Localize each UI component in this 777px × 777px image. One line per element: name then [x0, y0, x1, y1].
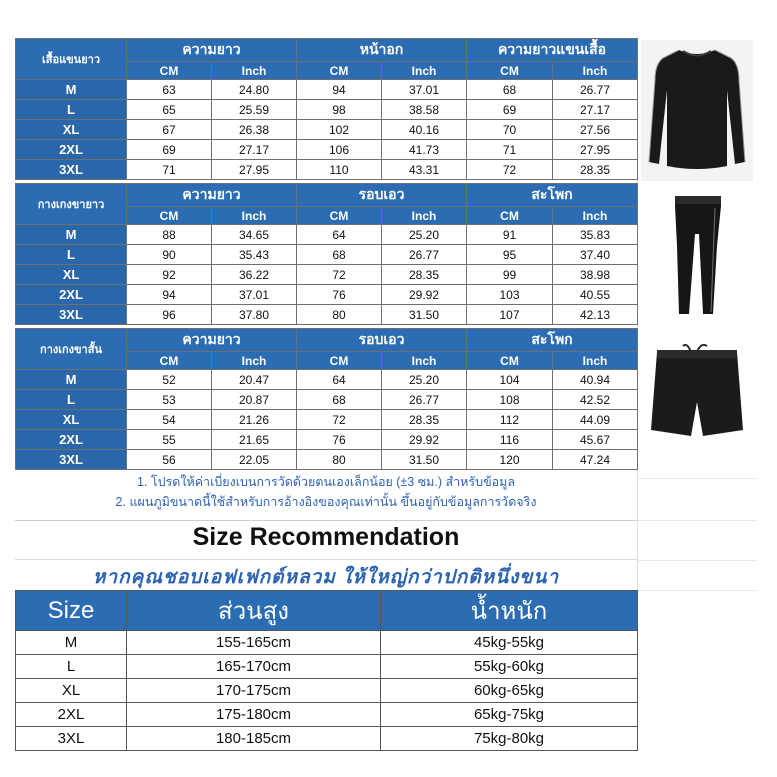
- value-cell: 27.95: [553, 140, 638, 160]
- size-cell: L: [16, 245, 127, 265]
- size-cell: 2XL: [16, 140, 127, 160]
- value-cell: 68: [297, 390, 382, 410]
- rec-size-cell: XL: [16, 679, 127, 703]
- value-cell: 64: [297, 370, 382, 390]
- grid-line: [637, 560, 757, 561]
- value-cell: 27.17: [553, 100, 638, 120]
- notes: [15, 472, 637, 521]
- table-row: [16, 703, 638, 727]
- value-cell: 104: [467, 370, 553, 390]
- value-cell: 26.77: [382, 390, 467, 410]
- table-row: [16, 370, 638, 390]
- recommendation-title: Size Recommendation: [15, 523, 637, 560]
- table-row: [16, 80, 638, 100]
- value-cell: 56: [127, 450, 212, 470]
- value-cell: 26.77: [553, 80, 638, 100]
- rec-weight-cell: 65kg-75kg: [381, 703, 638, 727]
- table-row: [16, 160, 638, 180]
- value-cell: 90: [127, 245, 212, 265]
- rec-height-cell: 155-165cm: [127, 631, 381, 655]
- value-cell: 43.31: [382, 160, 467, 180]
- value-cell: 69: [467, 100, 553, 120]
- value-cell: 71: [127, 160, 212, 180]
- value-cell: 40.16: [382, 120, 467, 140]
- value-cell: 80: [297, 450, 382, 470]
- rec-weight-cell: 45kg-55kg: [381, 631, 638, 655]
- value-cell: 25.59: [212, 100, 297, 120]
- rec-size-cell: M: [16, 631, 127, 655]
- table-row: [16, 265, 638, 285]
- value-cell: 91: [467, 225, 553, 245]
- unit-header: Inch: [212, 352, 297, 370]
- value-cell: 47.24: [553, 450, 638, 470]
- shorts-icon: [641, 332, 753, 472]
- size-cell: M: [16, 370, 127, 390]
- value-cell: 102: [297, 120, 382, 140]
- value-cell: 21.26: [212, 410, 297, 430]
- value-cell: 94: [297, 80, 382, 100]
- value-cell: 28.35: [382, 265, 467, 285]
- value-cell: 31.50: [382, 450, 467, 470]
- rec-size-cell: L: [16, 655, 127, 679]
- value-cell: 70: [467, 120, 553, 140]
- size-cell: 3XL: [16, 160, 127, 180]
- rec-weight-cell: 75kg-80kg: [381, 727, 638, 751]
- rec-header-height: ส่วนสูง: [127, 591, 381, 631]
- value-cell: 106: [297, 140, 382, 160]
- value-cell: 68: [467, 80, 553, 100]
- value-cell: 42.13: [553, 305, 638, 325]
- value-cell: 26.77: [382, 245, 467, 265]
- size-table-shorts: [15, 328, 638, 470]
- table-row: [16, 120, 638, 140]
- rec-header-size: Size: [16, 591, 127, 631]
- value-cell: 96: [127, 305, 212, 325]
- category-label: กางเกงขาสั้น: [16, 329, 127, 370]
- value-cell: 80: [297, 305, 382, 325]
- value-cell: 94: [127, 285, 212, 305]
- value-cell: 88: [127, 225, 212, 245]
- size-cell: 3XL: [16, 305, 127, 325]
- table-row: [16, 305, 638, 325]
- size-cell: M: [16, 80, 127, 100]
- value-cell: 27.56: [553, 120, 638, 140]
- size-cell: L: [16, 100, 127, 120]
- unit-header: Inch: [553, 207, 638, 225]
- unit-header: CM: [127, 352, 212, 370]
- value-cell: 42.52: [553, 390, 638, 410]
- note-line: 2. แผนภูมิขนาดนี้ใช้สำหรับการอ้างอิงของคุณเท่านั้น ขึ้นอยู่กับข้อมูลการวัดจริง: [115, 495, 537, 509]
- value-cell: 28.35: [382, 410, 467, 430]
- value-cell: 34.65: [212, 225, 297, 245]
- table-row: [16, 100, 638, 120]
- unit-header: Inch: [212, 207, 297, 225]
- size-cell: L: [16, 390, 127, 410]
- value-cell: 120: [467, 450, 553, 470]
- size-cell: 2XL: [16, 285, 127, 305]
- group-header: ความยาวแขนเสื้อ: [467, 39, 638, 62]
- unit-header: CM: [297, 62, 382, 80]
- value-cell: 25.20: [382, 370, 467, 390]
- rec-height-cell: 170-175cm: [127, 679, 381, 703]
- unit-header: CM: [467, 352, 553, 370]
- category-label: กางเกงขายาว: [16, 184, 127, 225]
- value-cell: 36.22: [212, 265, 297, 285]
- rec-weight-cell: 55kg-60kg: [381, 655, 638, 679]
- unit-header: CM: [297, 207, 382, 225]
- value-cell: 55: [127, 430, 212, 450]
- value-cell: 65: [127, 100, 212, 120]
- value-cell: 54: [127, 410, 212, 430]
- value-cell: 72: [297, 410, 382, 430]
- value-cell: 37.80: [212, 305, 297, 325]
- shorts-image: [641, 332, 753, 472]
- size-cell: M: [16, 225, 127, 245]
- value-cell: 107: [467, 305, 553, 325]
- value-cell: 24.80: [212, 80, 297, 100]
- group-header: รอบเอว: [297, 184, 467, 207]
- value-cell: 53: [127, 390, 212, 410]
- table-row: [16, 679, 638, 703]
- size-cell: 3XL: [16, 450, 127, 470]
- unit-header: Inch: [382, 352, 467, 370]
- table-row: [16, 410, 638, 430]
- value-cell: 26.38: [212, 120, 297, 140]
- rec-height-cell: 175-180cm: [127, 703, 381, 727]
- value-cell: 72: [467, 160, 553, 180]
- value-cell: 27.95: [212, 160, 297, 180]
- value-cell: 98: [297, 100, 382, 120]
- rec-weight-cell: 60kg-65kg: [381, 679, 638, 703]
- table-row: [16, 655, 638, 679]
- group-header: สะโพก: [467, 329, 638, 352]
- value-cell: 37.01: [212, 285, 297, 305]
- value-cell: 92: [127, 265, 212, 285]
- value-cell: 69: [127, 140, 212, 160]
- unit-header: CM: [467, 207, 553, 225]
- unit-header: Inch: [382, 62, 467, 80]
- value-cell: 67: [127, 120, 212, 140]
- rec-size-cell: 2XL: [16, 703, 127, 727]
- value-cell: 35.43: [212, 245, 297, 265]
- value-cell: 22.05: [212, 450, 297, 470]
- rec-height-cell: 165-170cm: [127, 655, 381, 679]
- value-cell: 40.94: [553, 370, 638, 390]
- unit-header: Inch: [212, 62, 297, 80]
- table-row: [16, 631, 638, 655]
- value-cell: 45.67: [553, 430, 638, 450]
- unit-header: CM: [127, 62, 212, 80]
- recommendation-table: [15, 590, 638, 751]
- group-header: หน้าอก: [297, 39, 467, 62]
- unit-header: Inch: [553, 352, 638, 370]
- unit-header: Inch: [553, 62, 638, 80]
- long-pants-image: [641, 186, 753, 326]
- grid-line: [637, 478, 757, 479]
- long-sleeve-shirt-image: [641, 40, 753, 181]
- value-cell: 29.92: [382, 285, 467, 305]
- table-row: [16, 390, 638, 410]
- group-header: ความยาว: [127, 184, 297, 207]
- value-cell: 103: [467, 285, 553, 305]
- value-cell: 37.01: [382, 80, 467, 100]
- unit-header: CM: [467, 62, 553, 80]
- unit-header: Inch: [382, 207, 467, 225]
- value-cell: 37.40: [553, 245, 638, 265]
- value-cell: 99: [467, 265, 553, 285]
- group-header: ความยาว: [127, 39, 297, 62]
- value-cell: 21.65: [212, 430, 297, 450]
- table-row: [16, 450, 638, 470]
- grid-line: [637, 590, 757, 591]
- size-cell: XL: [16, 410, 127, 430]
- value-cell: 71: [467, 140, 553, 160]
- value-cell: 44.09: [553, 410, 638, 430]
- value-cell: 31.50: [382, 305, 467, 325]
- value-cell: 35.83: [553, 225, 638, 245]
- rec-size-cell: 3XL: [16, 727, 127, 751]
- value-cell: 20.87: [212, 390, 297, 410]
- group-header: รอบเอว: [297, 329, 467, 352]
- table-row: [16, 430, 638, 450]
- category-label: เสื้อแขนยาว: [16, 39, 127, 80]
- value-cell: 27.17: [212, 140, 297, 160]
- table-row: [16, 245, 638, 265]
- note-line: 1. โปรดให้ค่าเบี่ยงเบนการวัดด้วยตนเองเล็กน้อย (±3 ซม.) สำหรับข้อมูล: [136, 475, 516, 489]
- table-row: [16, 225, 638, 245]
- value-cell: 76: [297, 430, 382, 450]
- table-row: [16, 727, 638, 751]
- value-cell: 40.55: [553, 285, 638, 305]
- value-cell: 95: [467, 245, 553, 265]
- rec-header-weight: น้ำหนัก: [381, 591, 638, 631]
- value-cell: 112: [467, 410, 553, 430]
- long-sleeve-shirt-icon: [641, 40, 753, 181]
- value-cell: 28.35: [553, 160, 638, 180]
- size-cell: 2XL: [16, 430, 127, 450]
- value-cell: 108: [467, 390, 553, 410]
- value-cell: 68: [297, 245, 382, 265]
- table-row: [16, 285, 638, 305]
- recommendation-note: หากคุณชอบเอฟเฟกต์หลวม ให้ใหญ่กว่าปกติหนึ่งขนา: [92, 567, 560, 588]
- group-header: สะโพก: [467, 184, 638, 207]
- value-cell: 52: [127, 370, 212, 390]
- value-cell: 116: [467, 430, 553, 450]
- value-cell: 41.73: [382, 140, 467, 160]
- long-pants-icon: [641, 186, 753, 326]
- value-cell: 76: [297, 285, 382, 305]
- value-cell: 25.20: [382, 225, 467, 245]
- unit-header: CM: [127, 207, 212, 225]
- table-row: [16, 140, 638, 160]
- size-table-shirt: [15, 38, 638, 180]
- size-cell: XL: [16, 265, 127, 285]
- value-cell: 63: [127, 80, 212, 100]
- value-cell: 38.58: [382, 100, 467, 120]
- value-cell: 64: [297, 225, 382, 245]
- value-cell: 110: [297, 160, 382, 180]
- value-cell: 20.47: [212, 370, 297, 390]
- unit-header: CM: [297, 352, 382, 370]
- grid-line: [637, 520, 757, 521]
- value-cell: 72: [297, 265, 382, 285]
- rec-height-cell: 180-185cm: [127, 727, 381, 751]
- value-cell: 29.92: [382, 430, 467, 450]
- size-table-long-pants: [15, 183, 638, 325]
- value-cell: 38.98: [553, 265, 638, 285]
- size-cell: XL: [16, 120, 127, 140]
- group-header: ความยาว: [127, 329, 297, 352]
